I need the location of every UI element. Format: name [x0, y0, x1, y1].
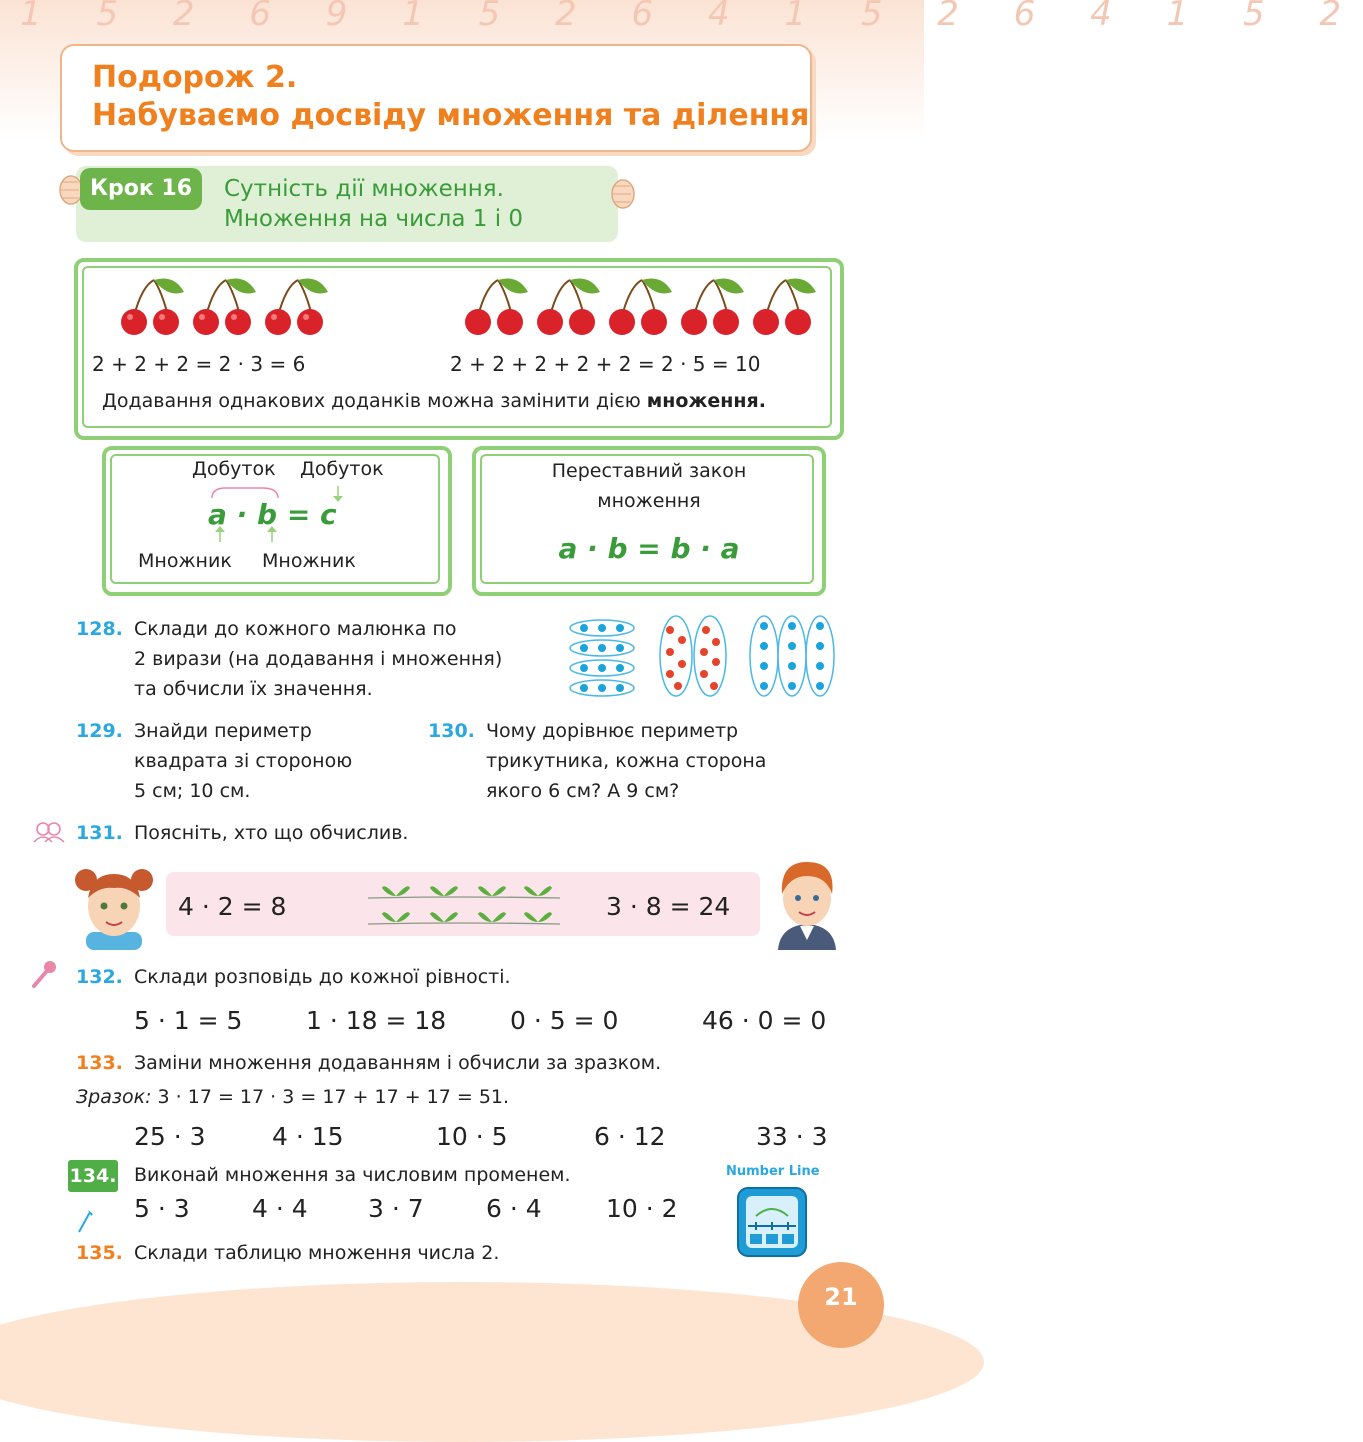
task-129-line1: Знайди периметр — [134, 720, 312, 742]
task-130-line3: якого 6 см? А 9 см? — [486, 780, 680, 802]
product-label-2: Добуток — [300, 458, 384, 480]
task-134-text: Виконай множення за числовим променем. — [134, 1164, 571, 1186]
intro-rule — [102, 390, 766, 412]
task-132-expr-3: 0 · 5 = 0 — [510, 1006, 619, 1035]
step-title-line2: Множення на числа 1 і 0 — [224, 206, 524, 232]
task-128-line3: та обчисли їх значення. — [134, 678, 373, 700]
chapter-title-line1: Подорож 2. — [92, 60, 298, 95]
task-132-expr-1: 5 · 1 = 5 — [134, 1006, 243, 1035]
task-129-number: 129. — [76, 720, 123, 742]
step-badge: Крок 16 — [80, 168, 202, 210]
task-132-text: Склади розповідь до кожної рівності. — [134, 966, 511, 988]
task-134-number: 134. — [68, 1160, 118, 1192]
task-132-expr-2: 1 · 18 = 18 — [306, 1006, 447, 1035]
sample-label: Зразок: — [76, 1086, 152, 1108]
cherries-5-pairs-icon — [456, 272, 824, 342]
task-133-expr-3: 10 · 5 — [436, 1122, 508, 1151]
task-133-expr-2: 4 · 15 — [272, 1122, 344, 1151]
step-title-line1: Сутність дії множення. — [224, 176, 504, 202]
task-128-line1: Склади до кожного малюнка по — [134, 618, 457, 640]
intro-rule-bold: множення. — [646, 390, 766, 412]
microphone-icon — [30, 958, 60, 990]
law-formula: a · b = b · a — [558, 532, 740, 565]
cherries-3-pairs-icon — [112, 272, 332, 342]
task-131-eq-right: 3 · 8 = 24 — [606, 892, 731, 921]
number-line-label: Number Line — [726, 1164, 820, 1179]
task-128-line2: 2 вирази (на додавання і множення) — [134, 648, 503, 670]
task-131-eq-left: 4 · 2 = 8 — [178, 892, 287, 921]
task-133-text: Заміни множення додаванням і обчисли за зразком. — [134, 1052, 662, 1074]
hand-right-icon — [608, 174, 638, 214]
task-133-sample — [76, 1086, 509, 1108]
page-number: 21 — [798, 1262, 884, 1348]
intro-equation-left: 2 + 2 + 2 = 2 · 3 = 6 — [92, 352, 306, 376]
terms-formula: a · b = c — [208, 498, 337, 531]
product-label-1: Добуток — [192, 458, 276, 480]
intro-equation-right: 2 + 2 + 2 + 2 + 2 = 2 · 5 = 10 — [450, 352, 761, 376]
dot-groups-illustration — [566, 612, 838, 700]
task-134-expr-1: 5 · 3 — [134, 1194, 190, 1223]
intro-rule-text: Додавання однакових доданків можна замінити дією — [102, 390, 647, 412]
task-134-expr-2: 4 · 4 — [252, 1194, 308, 1223]
chapter-title-line2: Набуваємо досвіду множення та ділення — [92, 98, 810, 133]
girl-avatar — [72, 862, 156, 950]
task-130-line1: Чому дорівнює периметр — [486, 720, 739, 742]
seedlings-rows-icon — [366, 876, 562, 932]
factor-label-1: Множник — [138, 550, 232, 572]
sample-expression: 3 · 17 = 17 · 3 = 17 + 17 + 17 = 51. — [157, 1086, 510, 1108]
task-135-text: Склади таблицю множення числа 2. — [134, 1242, 500, 1264]
decorative-digits: 1 5 2 6 9 1 5 2 6 4 1 5 2 6 4 1 5 2 — [20, 0, 1363, 34]
pair-work-icon — [32, 820, 66, 844]
task-135-number: 135. — [76, 1242, 123, 1264]
task-133-expr-1: 25 · 3 — [134, 1122, 206, 1151]
task-129-line3: 5 см; 10 см. — [134, 780, 251, 802]
pen-icon — [76, 1208, 94, 1234]
law-title-2: множення — [597, 490, 701, 512]
task-134-expr-4: 6 · 4 — [486, 1194, 542, 1223]
task-129-line2: квадрата зі стороною — [134, 750, 353, 772]
task-130-line2: трикутника, кожна сторона — [486, 750, 767, 772]
task-131-text: Поясніть, хто що обчислив. — [134, 822, 409, 844]
task-131-number: 131. — [76, 822, 123, 844]
task-133-number: 133. — [76, 1052, 123, 1074]
task-130-number: 130. — [428, 720, 475, 742]
law-title-1: Переставний закон — [551, 460, 747, 482]
task-134-expr-3: 3 · 7 — [368, 1194, 424, 1223]
number-line-icon[interactable] — [736, 1186, 808, 1258]
task-134-expr-5: 10 · 2 — [606, 1194, 678, 1223]
task-132-expr-4: 46 · 0 = 0 — [702, 1006, 827, 1035]
task-133-expr-4: 6 · 12 — [594, 1122, 666, 1151]
task-128-number: 128. — [76, 618, 123, 640]
factor-label-2: Множник — [262, 550, 356, 572]
boy-avatar — [774, 854, 840, 950]
task-132-number: 132. — [76, 966, 123, 988]
task-133-expr-5: 33 · 3 — [756, 1122, 828, 1151]
